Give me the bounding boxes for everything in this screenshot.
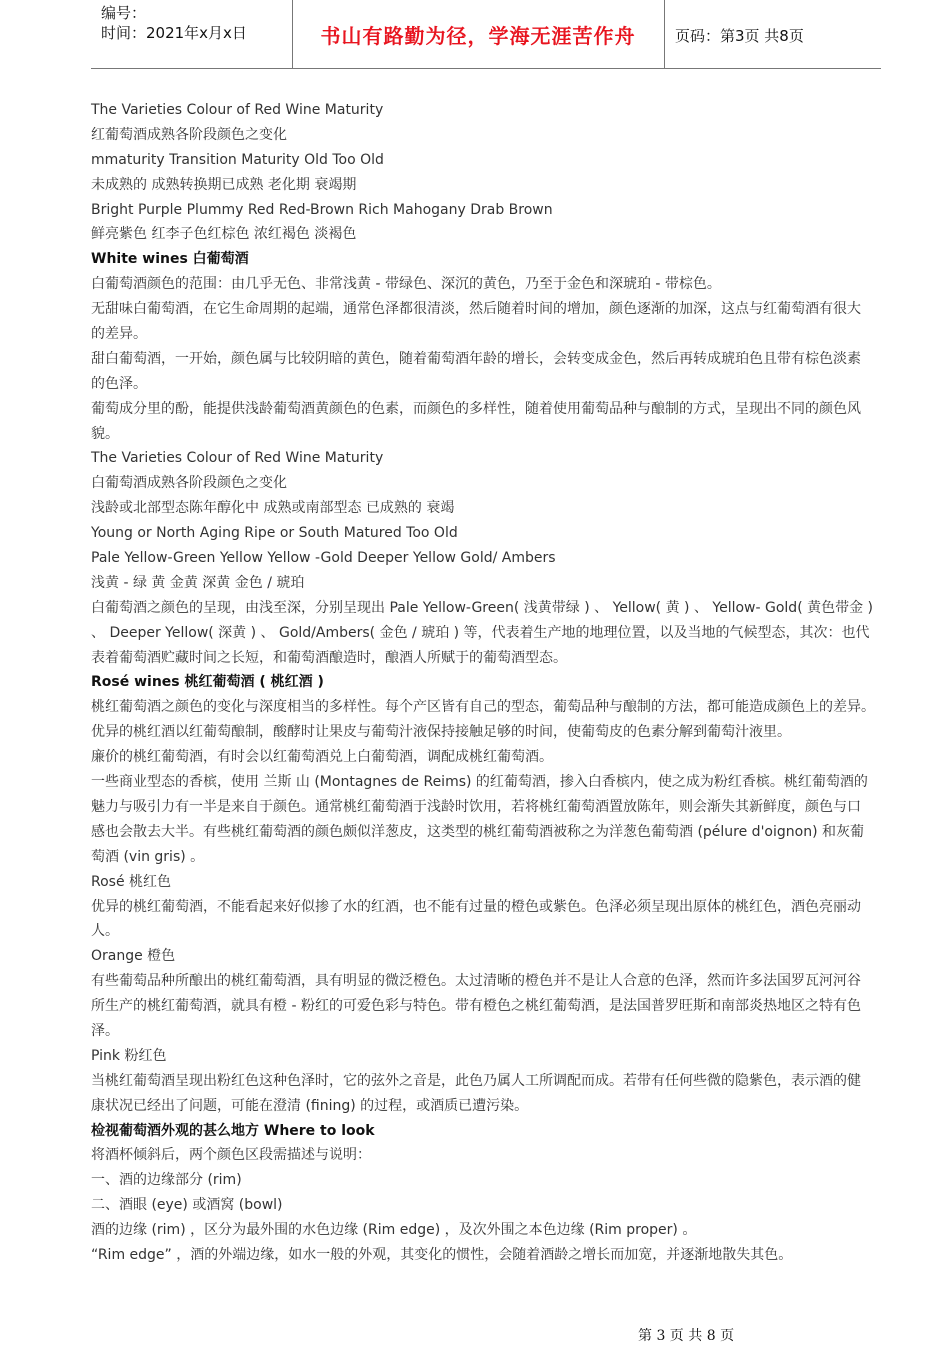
text-line: 白葡萄酒之颜色的呈现，由浅至深，分别呈现出 Pale Yellow-Green( 浅黄带绿 ) 、 Yellow( 黄 ) 、 Yellow- Gold( 黄色带金 )	[91, 599, 874, 616]
text-line: 一、酒的边缘部分 (rim)	[91, 1172, 242, 1189]
text-line: 二、酒眼 (eye) 或酒窝 (bowl)	[91, 1197, 283, 1214]
text-line: 优异的桃红葡萄酒，不能看起来好似掺了水的红酒，也不能有过量的橙色或紫色。色泽必须呈现出原体的桃红色，酒色亮丽动	[91, 898, 861, 915]
text-line: 酒的边缘 (rim) ，区分为最外围的水色边缘 (Rim edge) ，及次外围之本色边缘 (Rim proper) 。	[91, 1222, 697, 1239]
text-line: 感也会散去大半。有些桃红葡萄酒的颜色颇似洋葱皮，这类型的桃红葡萄酒被称之为洋葱色葡萄酒 (pélure d'oignon) 和灰葡	[91, 823, 864, 840]
page-header	[91, 0, 881, 69]
page-footer: 第 3 页 共 8 页	[638, 1328, 735, 1344]
document-number-label: 编号：	[101, 4, 147, 22]
text-line: 所生产的桃红葡萄酒，就具有橙 - 粉红的可爱色彩与特色。带有橙色之桃红葡萄酒，是法国普罗旺斯和南部炎热地区之特有色	[91, 998, 861, 1015]
text-line: 白葡萄酒颜色的范围：由几乎无色、非常浅黄 - 带绿色、深沉的黄色，乃至于金色和深琥珀 - 带棕色。	[91, 276, 721, 293]
text-line: 人。	[91, 923, 119, 940]
text-line: Pink 粉红色	[91, 1047, 167, 1064]
text-line: 表着葡萄酒贮藏时间之长短，和葡萄酒酿造时，酿酒人所赋于的葡萄酒型态。	[91, 649, 567, 666]
text-line: Orange 橙色	[91, 948, 176, 965]
text-line: 貌。	[91, 425, 119, 442]
text-line: Young or North Aging Ripe or South Matured Too Old	[91, 525, 458, 542]
text-line: 当桃红葡萄酒呈现出粉红色这种色泽时，它的弦外之音是，此色乃属人工所调配而成。若带有任何些微的隐紫色，表示酒的健	[91, 1072, 861, 1089]
text-line: 鲜亮紫色 红李子色红棕色 浓红褐色 淡褐色	[91, 226, 357, 243]
text-line: The Varieties Colour of Red Wine Maturity	[91, 450, 384, 467]
text-line: 泽。	[91, 1022, 119, 1039]
text-line: 廉价的桃红葡萄酒，有时会以红葡萄酒兑上白葡萄酒，调配成桃红葡萄酒。	[91, 749, 553, 766]
text-line: 康状况已经出了问题，可能在澄清 (fining) 的过程，或酒质已遭污染。	[91, 1097, 529, 1114]
text-line: 一些商业型态的香槟，使用 兰斯 山 (Montagnes de Reims) 的红葡萄酒，掺入白香槟内，使之成为粉红香槟。桃红葡萄酒的	[91, 774, 868, 791]
section-heading: Rosé wines 桃红葡萄酒 ( 桃红酒 )	[91, 674, 324, 691]
header-page-info: 页码：第3页 共8页	[675, 27, 804, 45]
text-line: “Rim edge” ，酒的外端边缘，如水一般的外观，其变化的惯性，会随着酒龄之增长而加宽，并逐渐地散失其色。	[91, 1246, 793, 1263]
text-line: Rosé 桃红色	[91, 873, 172, 890]
text-line: 的差异。	[91, 326, 147, 343]
header-meta-cell	[91, 0, 293, 68]
text-line: mmaturity Transition Maturity Old Too Old	[91, 151, 384, 168]
text-line: 将酒杯倾斜后，两个颜色区段需描述与说明：	[91, 1147, 371, 1164]
text-line: 萄酒 (vin gris) 。	[91, 848, 205, 865]
text-line: 、 Deeper Yellow( 深黄 ) 、 Gold/Ambers( 金色 / 琥珀 ) 等，代表着生产地的地理位置，以及当地的气候型态，其次：也代	[91, 624, 870, 641]
text-line: 浅黄 - 绿 黄 金黄 深黄 金色 / 琥珀	[91, 574, 305, 591]
text-line: 优异的桃红酒以红葡萄酿制，酸酵时让果皮与葡萄汁液保持接触足够的时间，使葡萄皮的色素分解到葡萄汁液里。	[91, 724, 791, 741]
section-heading: White wines 白葡萄酒	[91, 251, 249, 268]
document-body	[91, 98, 891, 1268]
header-motto-cell	[292, 0, 665, 68]
motto-text: 书山有路勤为径，学海无涯苦作舟	[320, 24, 636, 48]
text-line: 未成熟的 成熟转换期已成熟 老化期 衰竭期	[91, 176, 357, 193]
text-line: 有些葡萄品种所酿出的桃红葡萄酒，具有明显的微泛橙色。太过清晰的橙色并不是让人合意的色泽，然而许多法国罗瓦河河谷	[91, 973, 861, 990]
text-line: Pale Yellow-Green Yellow Yellow -Gold Deeper Yellow Gold/ Ambers	[91, 550, 556, 567]
text-line: The Varieties Colour of Red Wine Maturity	[91, 102, 384, 118]
text-line: 浅龄或北部型态陈年醇化中 成熟或南部型态 已成熟的 衰竭	[91, 500, 455, 517]
text-line: 白葡萄酒成熟各阶段颜色之变化	[91, 475, 287, 492]
text-line: Bright Purple Plummy Red Red-Brown Rich Mahogany Drab Brown	[91, 201, 553, 218]
text-line: 无甜味白葡萄酒，在它生命周期的起端，通常色泽都很清淡，然后随着时间的增加，颜色逐渐的加深，这点与红葡萄酒有很大	[91, 301, 861, 318]
text-line: 红葡萄酒成熟各阶段颜色之变化	[91, 126, 287, 143]
text-line: 魅力与吸引力有一半是来自于颜色。通常桃红葡萄酒于浅龄时饮用，若将桃红葡萄酒置放陈年，则会渐失其新鲜度，颜色与口	[91, 798, 861, 815]
text-line: 葡萄成分里的酚，能提供浅龄葡萄酒黄颜色的色素，而颜色的多样性，随着使用葡萄品种与酿制的方式，呈现出不同的颜色风	[91, 400, 861, 417]
text-line: 甜白葡萄酒，一开始，颜色属与比较阴暗的黄色，随着葡萄酒年龄的增长，会转变成金色，然后再转成琥珀色且带有棕色淡素	[91, 350, 861, 367]
text-line: 桃红葡萄酒之颜色的变化与深度相当的多样性。每个产区皆有自己的型态，葡萄品种与酿制的方法，都可能造成颜色上的差异。	[91, 699, 875, 716]
section-heading: 检视葡萄酒外观的甚么地方 Where to look	[91, 1122, 375, 1139]
header-page-cell	[665, 0, 881, 68]
text-line: 的色泽。	[91, 375, 147, 392]
document-date-label: 时间：2021年x月x日	[101, 24, 247, 42]
